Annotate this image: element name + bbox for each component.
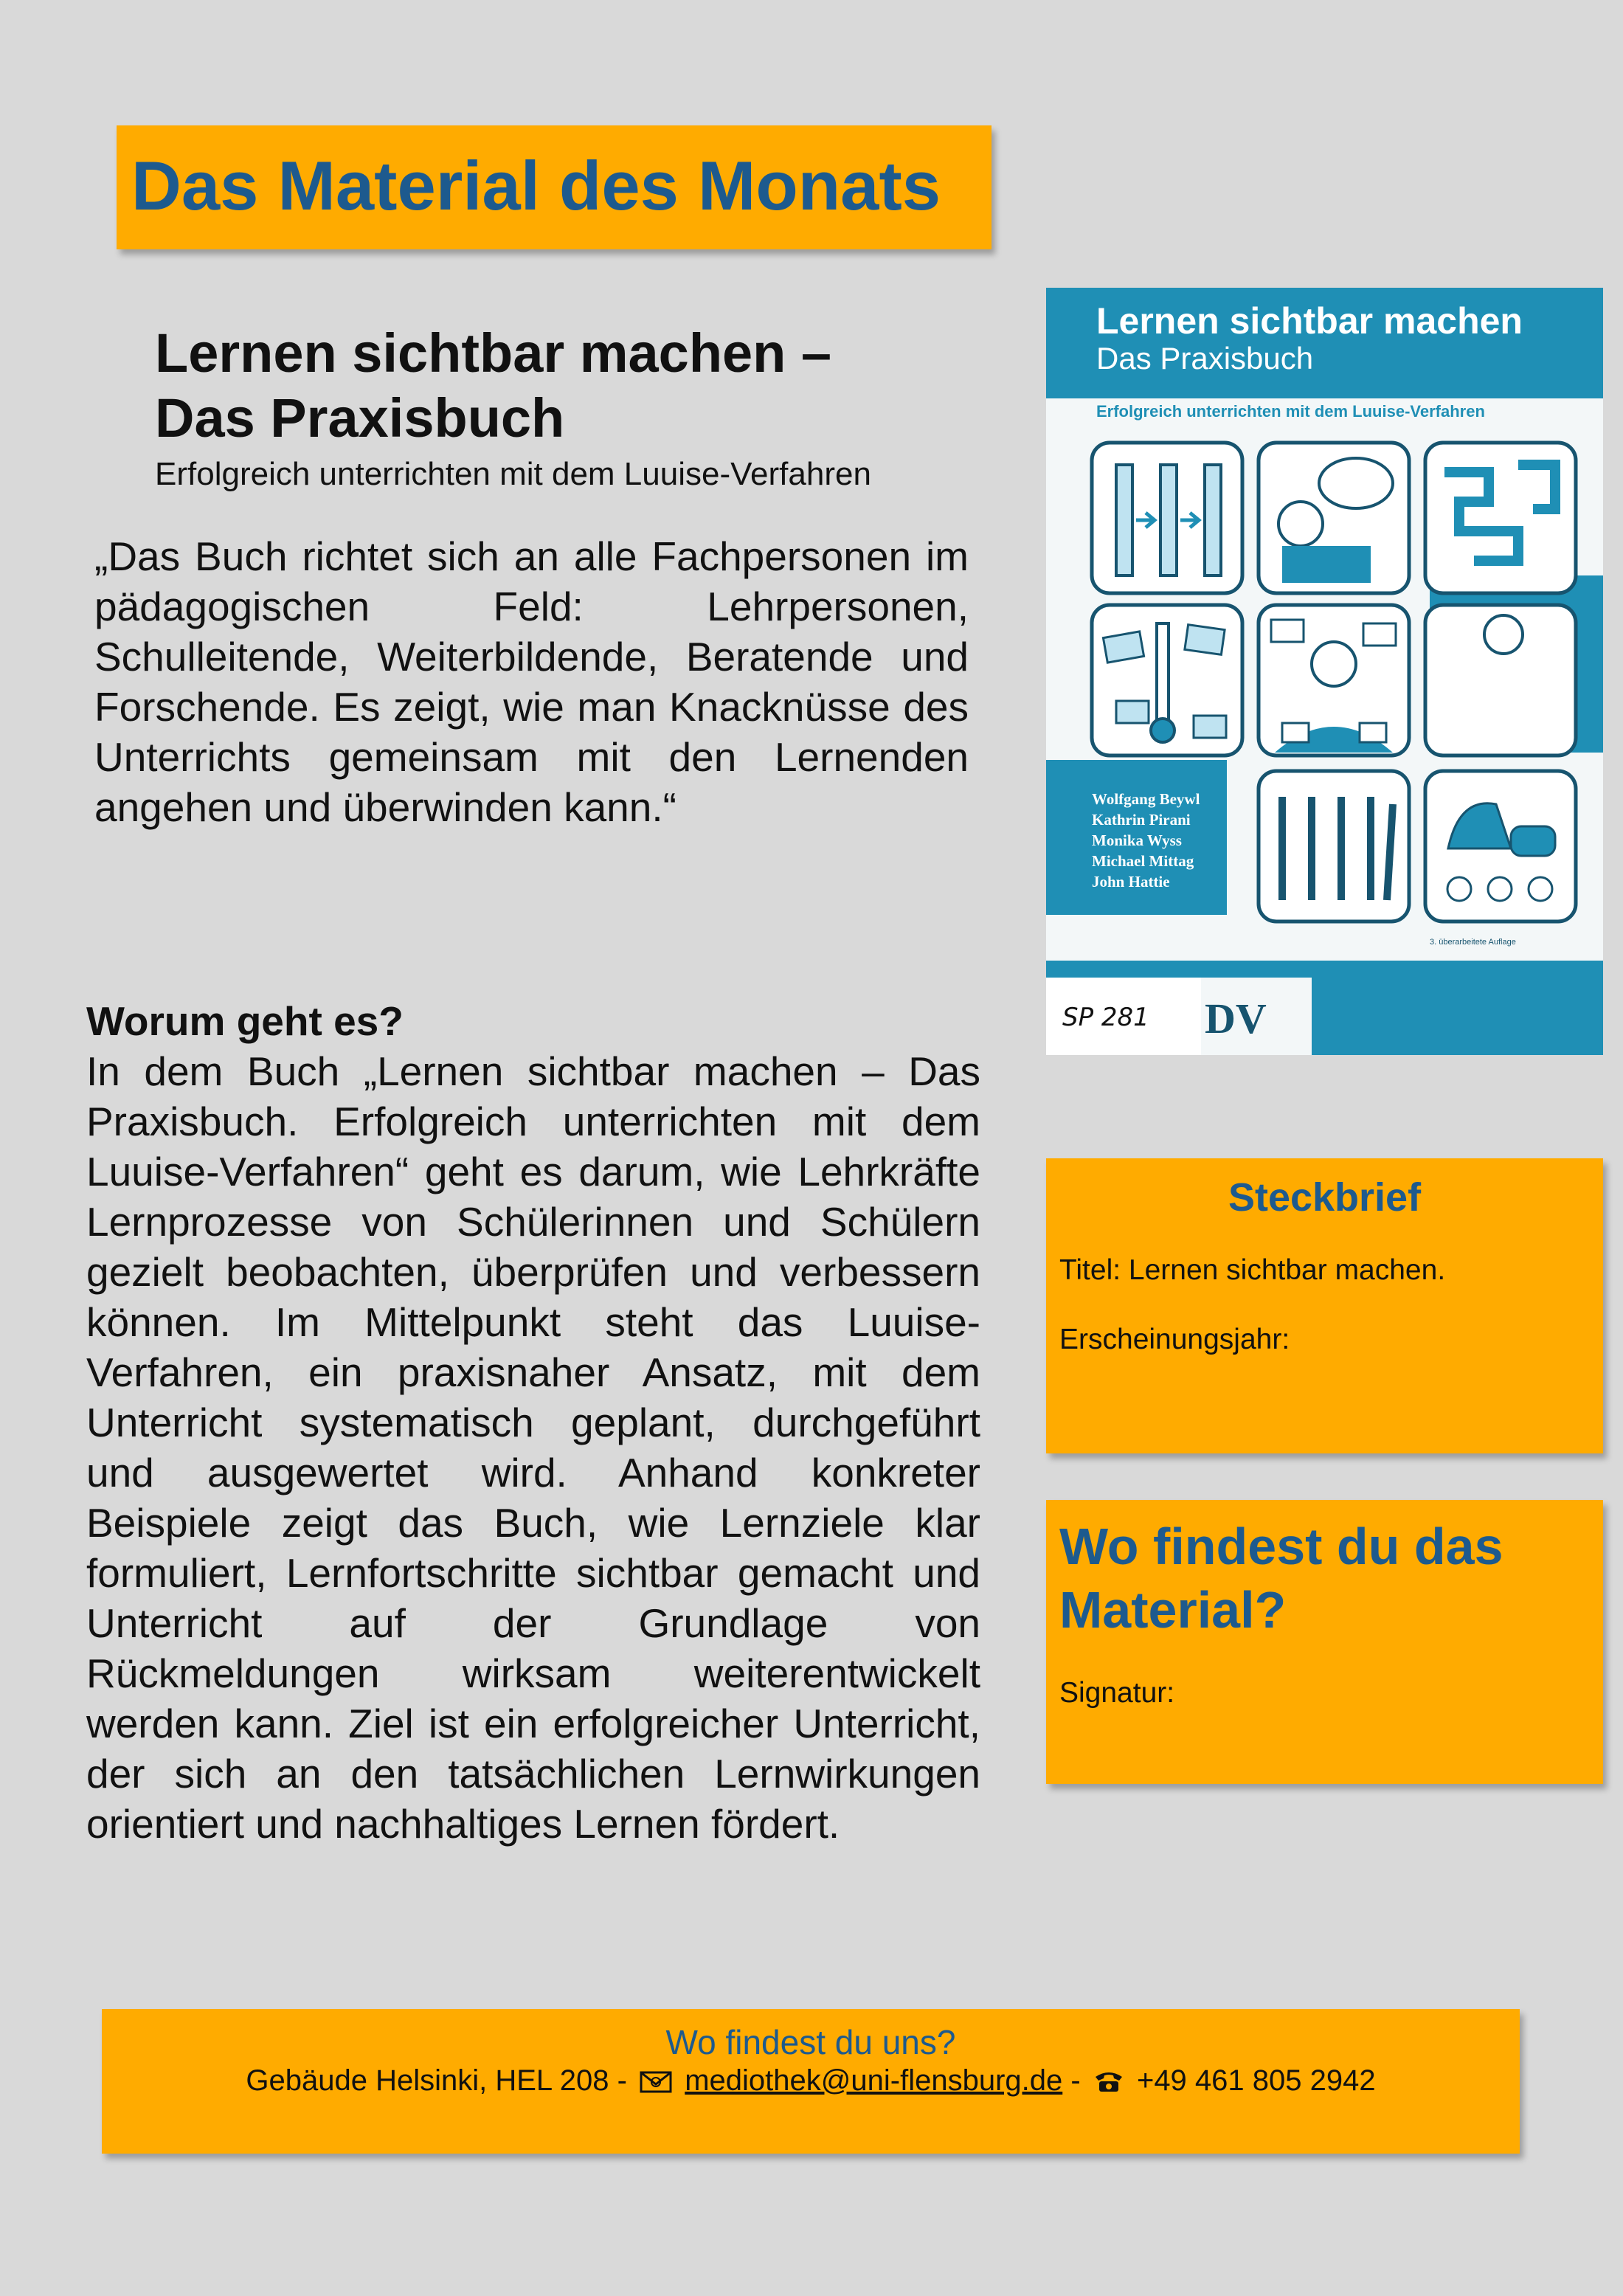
footer-separator: - [1070,2064,1081,2097]
steckbrief-box [1046,1158,1603,1453]
cover-author: Wolfgang Beywl [1092,790,1200,808]
cover-author: Kathrin Pirani [1092,811,1191,829]
signatur-label: Signatur: [1059,1677,1175,1709]
footer-heading: Wo findest du uns? [665,2023,956,2061]
book-subtitle: Erfolgreich unterrichten mit dem Luuise-Verfahren [155,456,871,492]
cover-author: John Hattie [1092,873,1170,891]
contact-footer [102,2009,1520,2154]
book-quote: „Das Buch richtet sich an alle Fachpersonen im pädagogischen Feld: Lehrpersonen, Schulleitende, Weiterbildende, Beratende und Forschende. Es zeigt, wie man Knacknüsse des Unterrichts gemeinsam mit den Lernenden angehen und überwinden kann.“ [94,533,969,830]
book-cover-image [1046,288,1603,1055]
phone-icon [1093,2067,1124,2100]
steckbrief-titel: Titel: Lernen sichtbar machen. [1059,1254,1446,1286]
book-title [155,321,1003,451]
book-title-line1: Lernen sichtbar machen – [155,322,832,384]
section-heading: Worum geht es? [86,998,404,1044]
cover-title: Lernen sichtbar machen [1096,300,1523,342]
section-body: In dem Buch „Lernen sichtbar machen – Das Praxisbuch. Erfolgreich unterrichten mit dem Luuise-Verfahren“ geht es darum, wie Lehrkräfte Lernprozesse von Schülerinnen und Schülern gezielt beobachten, überprüfen und verbessern können. Im Mittelpunkt steht das Luuise-Verfahren, ein praxisnaher Ansatz, mit dem Unterricht systematisch geplant, durchgeführt und ausgewertet wird. Anhand konkreter Beispiele zeigt das Buch, wie Lernziele klar formuliert, Lernfortschritte sichtbar gemacht und Unterricht auf der Grundlage von Rückmeldungen wirksam weiterentwickelt werden kann. Ziel ist ein erfolgreicher Unterricht, der sich an den tatsächlichen Lernwirkungen orientiert und nachhaltiges Lernen fördert. [86,1048,980,1847]
cover-edition: 3. überarbeitete Auflage [1430,938,1516,947]
cover-author: Monika Wyss [1092,831,1182,849]
footer-contact-line [102,2064,1520,2100]
footer-location: Gebäude Helsinki, HEL 208 - [246,2064,627,2097]
book-cover-illustration [1046,288,1603,1055]
footer-phone[interactable]: +49 461 805 2942 [1136,2064,1376,2097]
email-icon [640,2067,672,2100]
find-material-title: Wo findest du das Material? [1059,1518,1503,1639]
steckbrief-year: Erscheinungsjahr: [1059,1324,1290,1355]
header-banner [117,125,992,249]
page-title: Das Material des Monats [131,147,941,224]
book-title-line2: Das Praxisbuch [155,387,565,449]
library-label: SP 281 [1062,1003,1149,1032]
cover-publisher: DV [1205,995,1267,1042]
email-link[interactable]: mediothek@uni-flensburg.de [685,2064,1063,2097]
cover-tagline: Erfolgreich unterrichten mit dem Luuise-Verfahren [1096,402,1485,421]
cover-author: Michael Mittag [1092,852,1194,870]
find-material-box [1046,1500,1603,1784]
cover-subtitle: Das Praxisbuch [1096,341,1314,376]
steckbrief-title: Steckbrief [1228,1175,1422,1220]
